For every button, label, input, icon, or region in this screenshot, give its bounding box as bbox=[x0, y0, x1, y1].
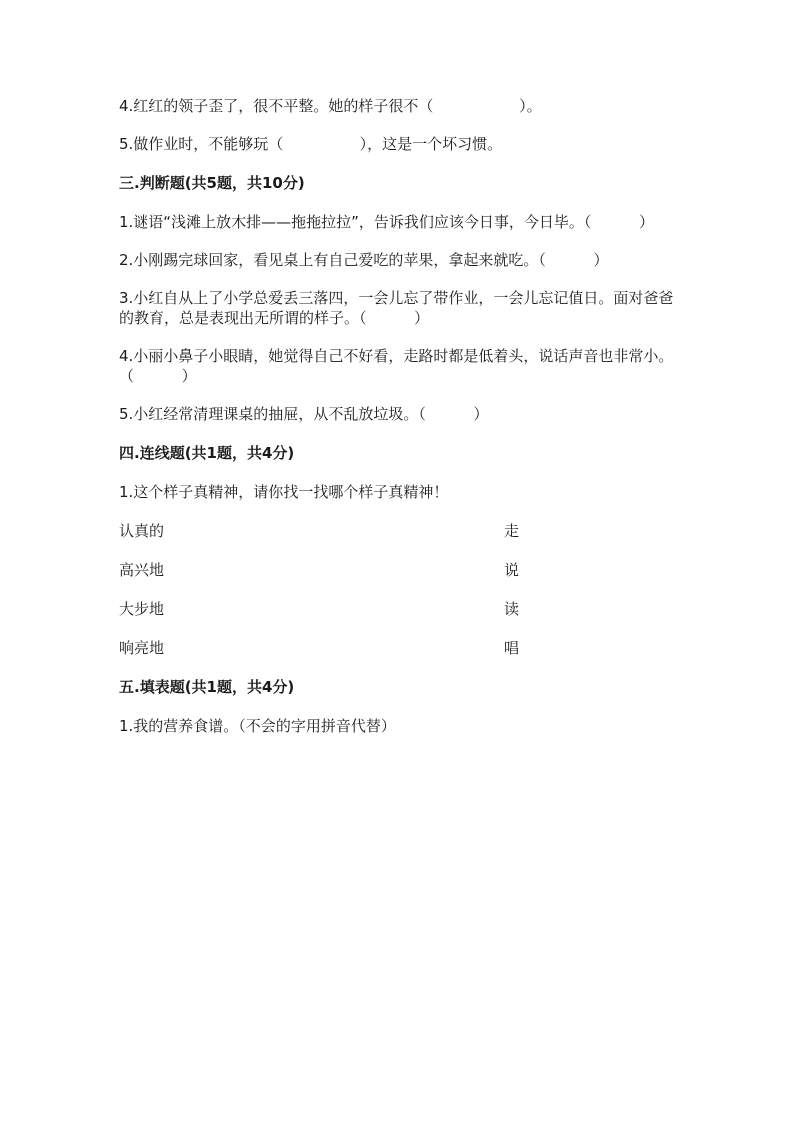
matching-row bbox=[119, 599, 675, 619]
fill-question-5: 5.做作业时，不能够玩（ ），这是一个坏习惯。 bbox=[119, 135, 503, 153]
matching-row bbox=[119, 521, 675, 541]
matching-right-item[interactable]: 说 bbox=[504, 561, 520, 579]
matching-right-item[interactable]: 读 bbox=[504, 600, 520, 618]
judge-question-3: 3.小红自从上了小学总爱丢三落四，一会儿忘了带作业，一会儿忘记值日。面对爸爸的教育，总是表现出无所谓的样子。（ ） bbox=[119, 289, 674, 327]
judge-question-1: 1.谜语“浅滩上放木排——拖拖拉拉”，告诉我们应该今日事，今日毕。（ ） bbox=[119, 213, 655, 231]
matching-right-item[interactable]: 走 bbox=[504, 522, 520, 540]
matching-left-item[interactable]: 认真的 bbox=[119, 522, 165, 540]
matching-row bbox=[119, 560, 675, 580]
matching-right-item[interactable]: 唱 bbox=[504, 639, 520, 657]
matching-row bbox=[119, 638, 675, 658]
judge-question-4: 4.小丽小鼻子小眼睛，她觉得自己不好看，走路时都是低着头，说话声音也非常小。（ ） bbox=[119, 347, 674, 385]
section-5-heading: 五.填表题(共1题，共4分) bbox=[119, 678, 295, 696]
table-question-1: 1.我的营养食谱。（不会的字用拼音代替） bbox=[119, 717, 396, 735]
judge-question-5: 5.小红经常清理课桌的抽屉，从不乱放垃圾。（ ） bbox=[119, 405, 489, 423]
section-4-heading: 四.连线题(共1题，共4分) bbox=[119, 444, 295, 462]
section-3-heading: 三.判断题(共5题，共10分) bbox=[119, 174, 305, 192]
matching-left-item[interactable]: 高兴地 bbox=[119, 561, 165, 579]
fill-question-4: 4.红红的领子歪了，很不平整。她的样子很不（ ）。 bbox=[119, 97, 542, 115]
matching-question-1: 1.这个样子真精神，请你找一找哪个样子真精神！ bbox=[119, 483, 449, 501]
judge-question-2: 2.小刚踢完球回家，看见桌上有自己爱吃的苹果，拿起来就吃。（ ） bbox=[119, 251, 609, 269]
matching-left-item[interactable]: 大步地 bbox=[119, 600, 165, 618]
matching-left-item[interactable]: 响亮地 bbox=[119, 639, 165, 657]
